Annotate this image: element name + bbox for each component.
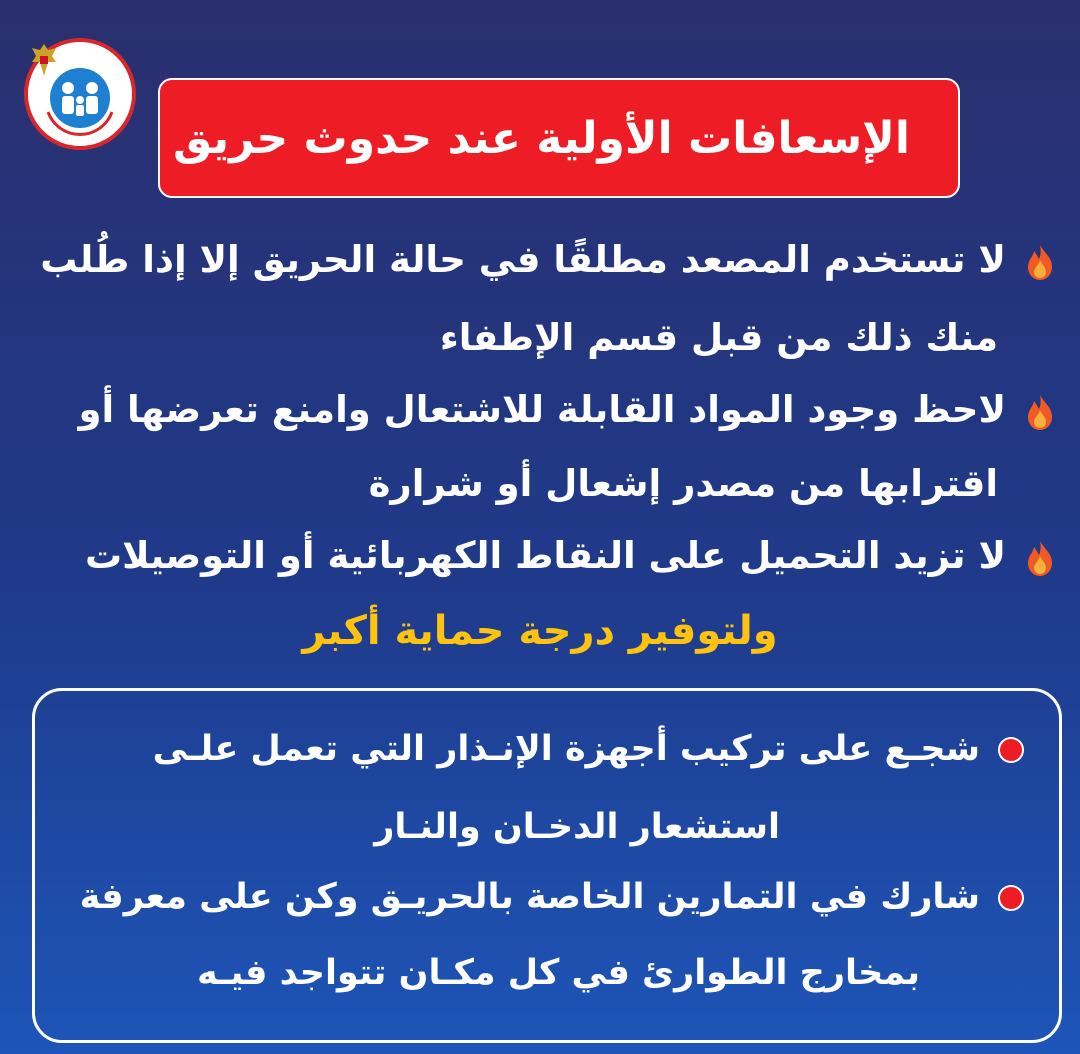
warning-2-line-2: اقترابها من مصدر إشعال أو شرارة <box>368 462 998 505</box>
warning-1-line-2: منك ذلك من قبل قسم الإطفاء <box>439 316 998 359</box>
fire-icon <box>1020 242 1060 282</box>
tip-1-line-2: استشعار الدخـان والنـار <box>374 807 780 847</box>
tip-2-line-2: بمخارج الطوارئ في كل مكـان تتواجد فيـه <box>197 953 920 993</box>
tip-2-line-1: شارك في التمارين الخاصة بالحريـق وكن على معرفة <box>80 876 1024 918</box>
title-banner <box>158 78 960 198</box>
page-title: الإسعافات الأولية عند حدوث حريق <box>172 112 910 164</box>
eagle-emblem-icon <box>28 42 60 78</box>
ministry-logo <box>24 38 136 150</box>
warning-2-line-1: لاحظ وجود المواد القابلة للاشتعال وامنع تعرضها أو <box>78 388 1060 432</box>
fire-icon <box>1020 538 1060 578</box>
warning-3-line-1: لا تزيد التحميل على النقاط الكهربائية أو التوصيلات <box>85 534 1060 578</box>
warning-1-line-1: لا تستخدم المصعد مطلقًا في حالة الحريق إلا إذا طُلب <box>40 238 1060 282</box>
fire-icon <box>1020 392 1060 432</box>
red-bullet-icon <box>998 885 1024 911</box>
red-bullet-icon <box>998 737 1024 763</box>
tip-1-line-1: شجـع على تركيب أجهزة الإنـذار التي تعمل علـى <box>153 728 1024 770</box>
section-subtitle: ولتوفير درجة حماية أكبر <box>302 608 778 654</box>
